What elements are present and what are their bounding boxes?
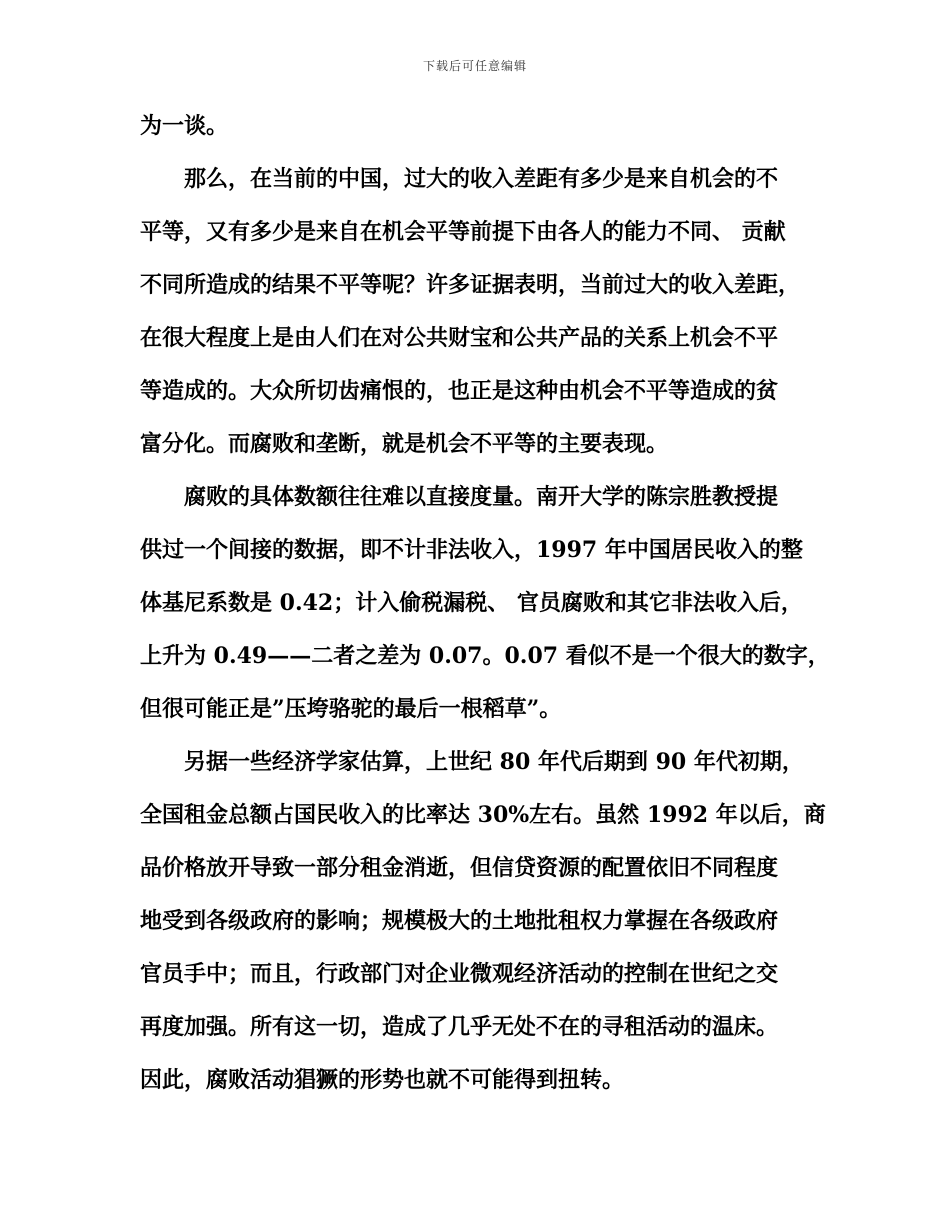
text-line: 体基尼系数是 0.42；计入偷税漏税、 官员腐败和其它非法收入后， [140,590,803,616]
text-line: 全国租金总额占国民收入的比率达 30%左右。虽然 1992 年以后，商 [140,802,826,828]
text-line: 不同所造成的结果不平等呢？许多证据表明，当前过大的收入差距， [140,272,801,298]
page-header: 下载后可任意编辑 [422,59,527,73]
text-line: 供过一个间接的数据，即不计非法收入，1997 年中国居民收入的整 [140,537,803,563]
text-line: 但很可能正是”压垮骆驼的最后一根稻草”。 [140,696,562,722]
text-line: 另据一些经济学家估算，上世纪 80 年代后期到 90 年代初期， [184,749,804,775]
text-line: 腐败的具体数额往往难以直接度量。南开大学的陈宗胜教授提 [184,484,779,510]
document-body [140,100,830,1107]
text-line: 富分化。而腐败和垄断，就是机会不平等的主要表现。 [140,431,669,457]
text-line: 上升为 0.49——二者之差为 0.07。0.07 看似不是一个很大的数字， [140,643,830,669]
text-line: 地受到各级政府的影响；规模极大的土地批租权力掌握在各级政府 [140,908,779,934]
text-line: 等造成的。大众所切齿痛恨的，也正是这种由机会不平等造成的贫 [140,378,779,404]
text-line: 再度加强。所有这一切，造成了几乎无处不在的寻租活动的温床。 [140,1014,779,1040]
text-line: 品价格放开导致一部分租金消逝，但信贷资源的配置依旧不同程度 [140,855,779,881]
text-line: 平等，又有多少是来自在机会平等前提下由各人的能力不同、 贡献 [140,219,786,245]
text-line: 官员手中；而且，行政部门对企业微观经济活动的控制在世纪之交 [140,961,779,987]
text-line: 为一谈。 [140,113,229,139]
text-line: 那么，在当前的中国，过大的收入差距有多少是来自机会的不 [184,166,779,192]
text-line: 因此，腐败活动猖獗的形势也就不可能得到扭转。 [140,1067,625,1093]
text-line: 在很大程度上是由人们在对公共财宝和公共产品的关系上机会不平 [140,325,779,351]
